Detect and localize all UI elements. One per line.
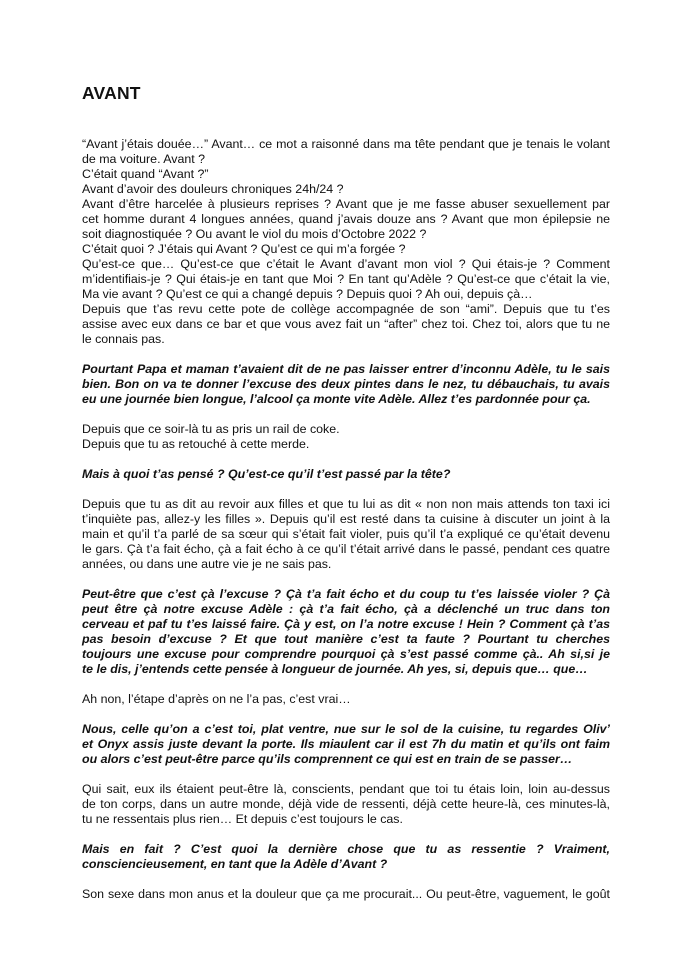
italic-paragraph — [82, 587, 610, 677]
text-line: C’était quoi ? J’étais qui Avant ? Qu’est ce qui m’a forgée ? — [82, 242, 406, 256]
paragraph-gap — [82, 452, 610, 467]
paragraph-gap — [82, 572, 610, 587]
text-line: Peut-être que c’est çà l’excuse ? Çà t’a fait écho et du coup tu t’es laissée violer ? Çà — [82, 587, 610, 601]
text-line: Mais en fait ? C’est quoi la dernière chose que tu as ressentie ? Vraiment, — [82, 842, 610, 856]
text-line: Ah non, l’étape d’après on ne l’a pas, c’est vrai… — [82, 692, 351, 706]
text-line: Avant d’avoir des douleurs chroniques 24h/24 ? — [82, 182, 344, 196]
text-line: eu une journée bien longue, l’alcool ça monte vite Adèle. Allez t’es pardonnée pour ça. — [82, 392, 591, 406]
paragraph — [82, 782, 610, 827]
italic-paragraph — [82, 722, 610, 767]
document-page — [82, 83, 610, 902]
paragraph — [82, 497, 610, 572]
text-line: Depuis que ce soir-là tu as pris un rail de coke. — [82, 422, 340, 436]
text-line: soit diagnostiquée ? Ou avant le viol du mois d’Octobre 2022 ? — [82, 227, 427, 241]
text-line: années, ou dans une autre vie je ne sais pas. — [82, 557, 332, 571]
italic-paragraph — [82, 842, 610, 872]
text-line: le gars. Çà t’a fait écho, çà a fait écho à ce qu’il t’était arrivé dans le passé, pendant ces quatre — [82, 542, 610, 556]
text-line: t’inquiète pas, allez-y les filles ». Depuis qu’il est resté dans ta cuisine à discuter un joint à la — [82, 512, 610, 526]
text-line: “Avant j’étais douée…” Avant… ce mot a raisonné dans ma tête pendant que je tenais le volant — [82, 137, 610, 151]
text-line: de ma voiture. Avant ? — [82, 152, 206, 166]
text-line: cet homme durant 4 longues années, quand j’avais douze ans ? Avant que mon épilepsie ne — [82, 212, 610, 226]
paragraph — [82, 692, 610, 707]
paragraph-gap — [82, 827, 610, 842]
text-line: Depuis que tu as retouché à cette merde. — [82, 437, 310, 451]
paragraph-gap — [82, 407, 610, 422]
text-line: consciencieusement, en tant que la Adèle d’Avant ? — [82, 857, 388, 871]
text-line: peut être çà notre excuse Adèle : çà t’a fait écho, çà a déclenché un truc dans ton — [82, 602, 610, 616]
paragraph-gap — [82, 482, 610, 497]
paragraph — [82, 137, 610, 347]
text-line: Ma vie avant ? Qu’est ce qui a changé depuis ? Depuis quoi ? Ah oui, depuis çà… — [82, 287, 533, 301]
text-line: Depuis que tu as dit au revoir aux filles et que tu lui as dit « non non mais attends ton taxi ici — [82, 497, 610, 511]
text-line: toujours une excuse pour comprendre pourquoi çà s’est passé comme çà.. Ah si,si je — [82, 647, 610, 661]
text-line: le connais pas. — [82, 332, 165, 346]
text-line: ou alors c’est peut-être parce qu’ils comprennent ce qui est en train de se passer… — [82, 752, 573, 766]
italic-paragraph — [82, 362, 610, 407]
text-line: tu ne ressentais plus rien… Et depuis c’est toujours le cas. — [82, 812, 403, 826]
text-line: Qui sait, eux ils étaient peut-être là, conscients, pendant que toi tu étais loin, loin au-dessus — [82, 782, 610, 796]
text-line: C’était quand “Avant ?” — [82, 167, 209, 181]
paragraph — [82, 887, 610, 902]
document-body — [82, 137, 610, 902]
document-title: AVANT — [82, 83, 141, 103]
paragraph-gap — [82, 872, 610, 887]
text-line: Nous, celle qu’on a c’est toi, plat ventre, nue sur le sol de la cuisine, tu regardes Oliv’ — [82, 722, 610, 736]
text-line: Depuis que t’as revu cette pote de collège accompagnée de son “ami”. Depuis que tu t’es — [82, 302, 610, 316]
paragraph-gap — [82, 707, 610, 722]
text-line: Qu’est-ce que… Qu’est-ce que c’était le Avant d’avant mon viol ? Qui étais-je ? Comment — [82, 257, 610, 271]
text-line: te le dis, j’entends cette pensée à longueur de journée. Ah yes, si, depuis que… que… — [82, 662, 588, 676]
text-line: main et qu’il t’a parlé de sa sœur qui s’était fait violer, puis qu’il t’a expliqué ce qu’était devenu — [82, 527, 610, 541]
italic-paragraph — [82, 467, 610, 482]
text-line: Pourtant Papa et maman t’avaient dit de ne pas laisser entrer d’inconnu Adèle, tu le sais — [82, 362, 610, 376]
paragraph-gap — [82, 767, 610, 782]
text-line: Son sexe dans mon anus et la douleur que ça me procurait... Ou peut-être, vaguement, le goût — [82, 887, 610, 901]
paragraph-gap — [82, 347, 610, 362]
text-line: Mais à quoi t’as pensé ? Qu’est-ce qu’il t’est passé par la tête? — [82, 467, 451, 481]
paragraph — [82, 422, 610, 452]
text-line: bien. Bon on va te donner l’excuse des deux pintes dans le nez, tu débauchais, tu avais — [82, 377, 610, 391]
text-line: de ton corps, dans un autre monde, déjà vide de ressenti, déjà cette heure-là, ces minutes-là, — [82, 797, 610, 811]
text-line: cerveau et paf tu t’es laissé faire. Çà y est, on l’a notre excuse ! Hein ? Comment çà t’as — [82, 617, 610, 631]
text-line: Avant d’être harcelée à plusieurs reprises ? Avant que je me fasse abuser sexuellement par — [82, 197, 610, 211]
text-line: m’identifiais-je ? Qui étais-je en tant que Moi ? En tant qu’Adèle ? Qu’est-ce que c’était la vie, — [82, 272, 610, 286]
text-line: et Onyx assis juste devant la porte. Ils miaulent car il est 7h du matin et qu’ils ont faim — [82, 737, 610, 751]
paragraph-gap — [82, 677, 610, 692]
text-line: pas besoin d’excuse ? Et que tout manière c’est ta faute ? Pourtant tu cherches — [82, 632, 610, 646]
text-line: assise avec eux dans ce bar et que vous avez fait un “after” chez toi. Chez toi, alors que tu ne — [82, 317, 610, 331]
